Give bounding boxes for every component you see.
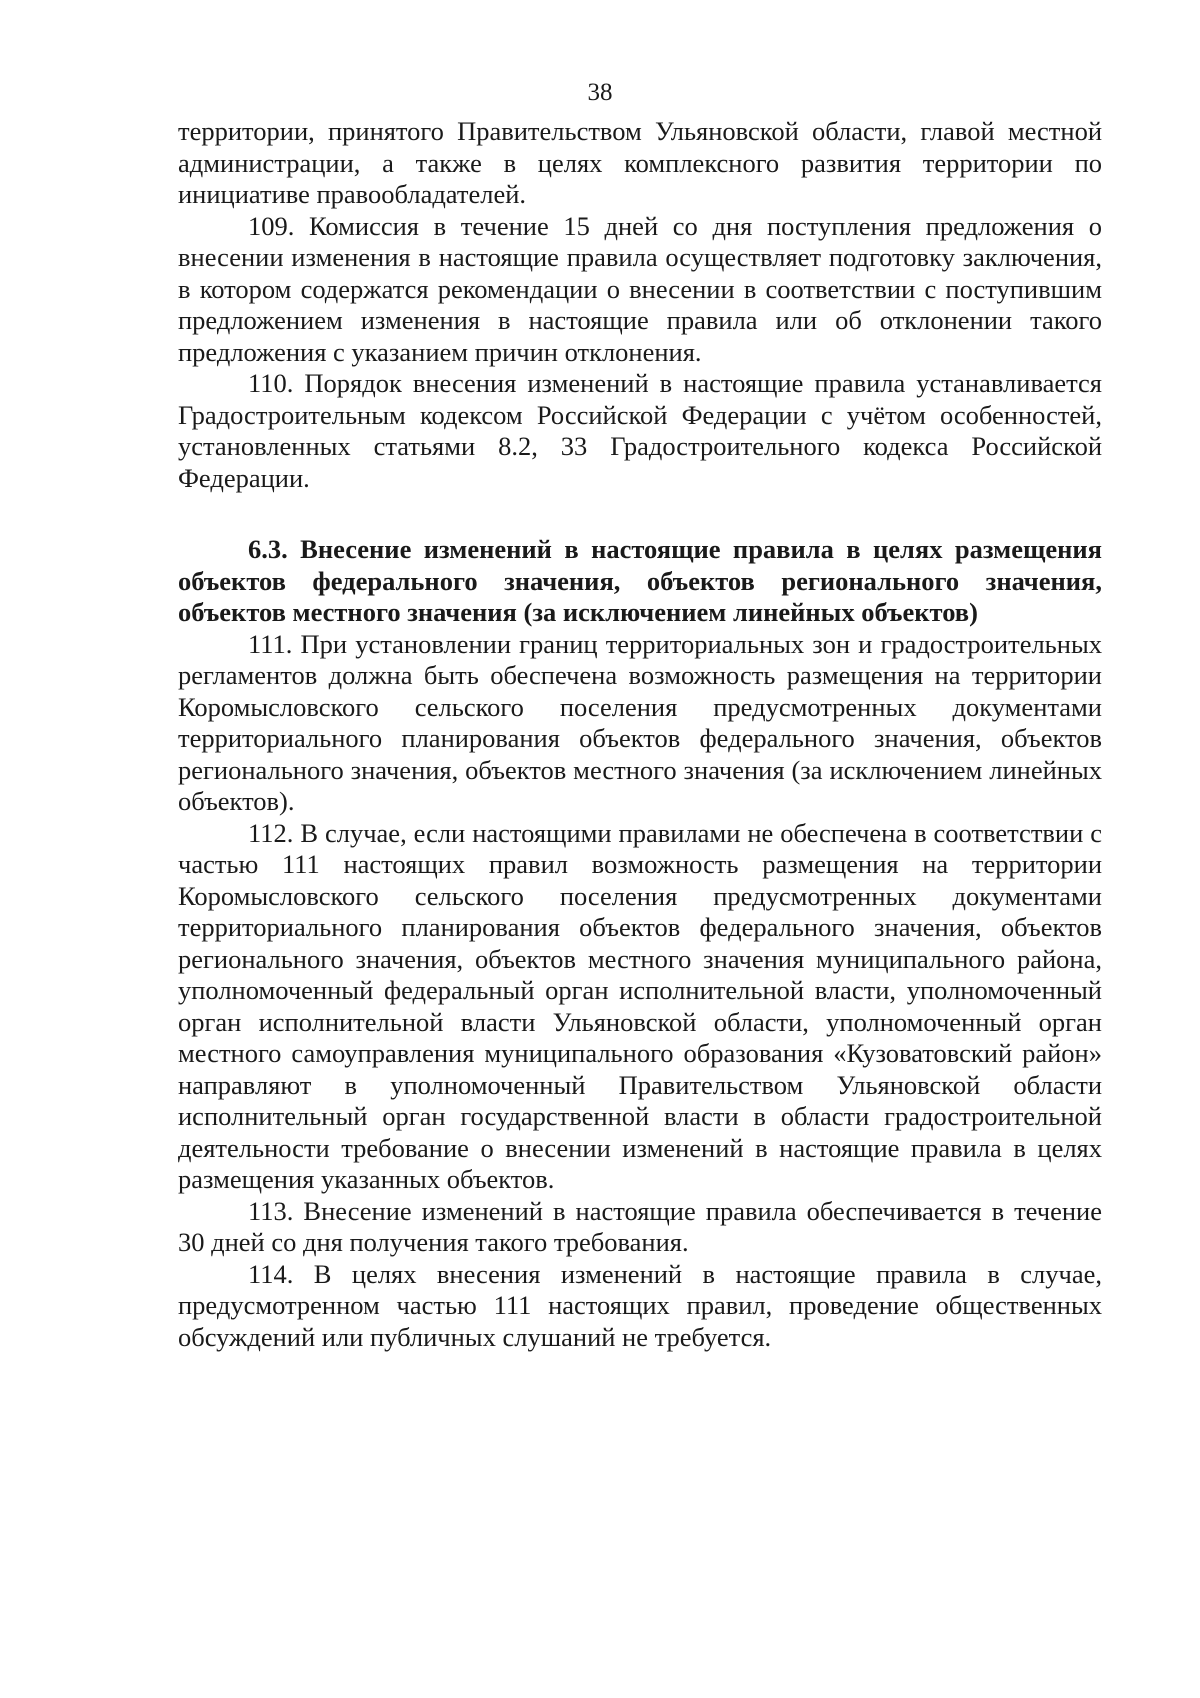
paragraph-110: 110. Порядок внесения изменений в настоящие правила устанавливается Градостроительным кодексом Российской Федерации с учётом особенностей, установленных статьями 8.2, 33 Градостроительного кодекса Российской Федерации. [178, 368, 1102, 493]
paragraph-112: 112. В случае, если настоящими правилами не обеспечена в соответствии с частью 111 настоящих правил возможность размещения на территории Коромысловского сельского поселения предусмотренных документами территориального планирования объектов федерального значения, объектов регионального значения, объектов местного значения муниципального района, уполномоченный федеральный орган исполнительной власти, уполномоченный орган исполнительной власти Ульяновской области, уполномоченный орган местного самоуправления муниципального образования «Кузоватовский район» направляют в уполномоченный Правительством Ульяновской области исполнительный орган государственной власти в области градостроительной деятельности требование о внесении изменений в настоящие правила в целях размещения указанных объектов. [178, 817, 1102, 1194]
paragraph-113: 113. Внесение изменений в настоящие правила обеспечивается в течение 30 дней со дня получения такого требования. [178, 1195, 1102, 1257]
document-body [178, 116, 1102, 1353]
paragraph-continuation: территории, принятого Правительством Ульяновской области, главой местной администрации, а также в целях комплексного развития территории по инициативе правообладателей. [178, 116, 1102, 209]
section-heading-6-3: 6.3. Внесение изменений в настоящие правила в целях размещения объектов федерального значения, объектов регионального значения, объектов местного значения (за исключением линейных объектов) [178, 534, 1102, 627]
paragraph-114: 114. В целях внесения изменений в настоящие правила в случае, предусмотренном частью 111 настоящих правил, проведение общественных обсуждений или публичных слушаний не требуется. [178, 1258, 1102, 1352]
paragraph-111: 111. При установлении границ территориальных зон и градостроительных регламентов должна быть обеспечена возможность размещения на территории Коромысловского сельского поселения предусмотренных документами территориального планирования объектов федерального значения, объектов регионального значения, объектов местного значения (за исключением линейных объектов). [178, 628, 1102, 816]
page-number: 38 [587, 79, 613, 106]
paragraph-109: 109. Комиссия в течение 15 дней со дня поступления предложения о внесении изменения в настоящие правила осуществляет подготовку заключения, в котором содержатся рекомендации о внесении в соответствии с поступившим предложением изменения в настоящие правила или об отклонении такого предложения с указанием причин отклонения. [178, 210, 1102, 367]
